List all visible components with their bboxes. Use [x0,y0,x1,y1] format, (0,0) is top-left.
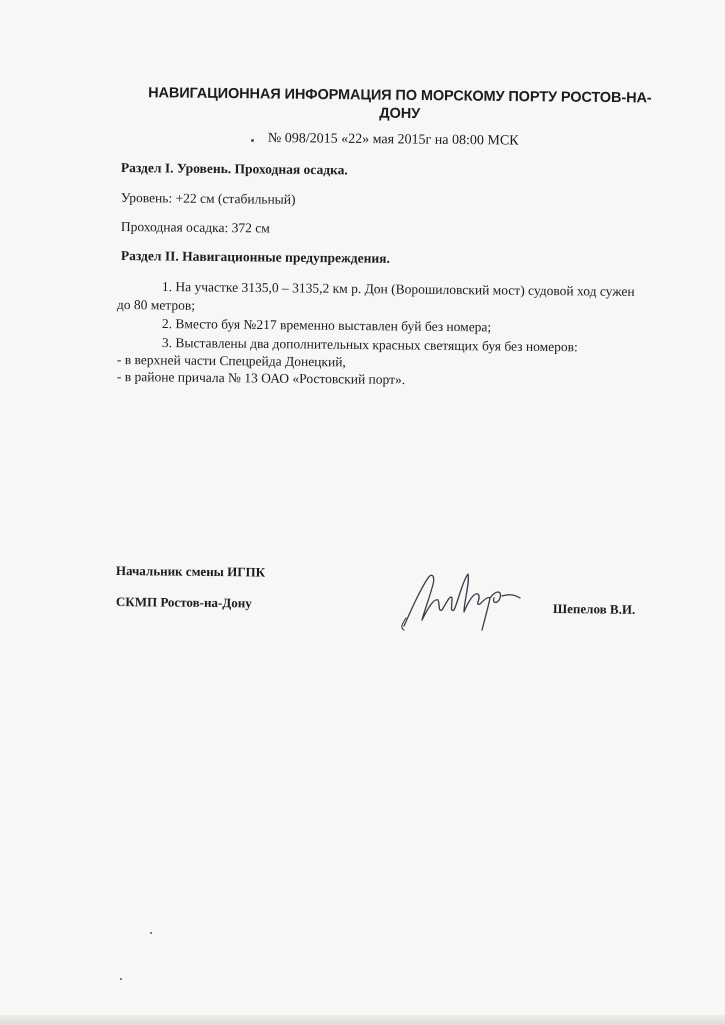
handwritten-signature [398,568,528,634]
scan-speck [150,932,152,934]
section-2-heading: Раздел II. Навигационные предупреждения. [120,248,390,266]
scan-speck [120,978,122,980]
scan-speck [251,139,254,142]
warning-1-line-2: до 80 метров; [116,297,196,313]
document-title: НАВИГАЦИОННАЯ ИНФОРМАЦИЯ ПО МОРСКОМУ ПОРТУ РОСТОВ-НА-ДОНУ [148,85,652,123]
warning-3: 3. Выставлены два дополнительных красных светящих буя без номеров: [161,335,578,355]
warning-1-line-1: 1. На участке 3135,0 – 3135,2 км р. Дон (Ворошиловский мост) судовой ход сужен [161,279,635,299]
signer-position-line-2: СКМП Ростов-на-Дону [115,594,252,611]
scan-edge [0,1015,725,1025]
warning-2: 2. Вместо буя №217 временно выставлен буй без номера; [161,316,492,335]
warning-3-sub-2: - в районе причала № 13 ОАО «Ростовский порт». [116,369,406,388]
issue-number-date: № 098/2015 «22» мая 2015г на 08:00 МСК [267,131,519,149]
passing-draft: Проходная осадка: 372 см [120,219,270,236]
water-level: Уровень: +22 см (стабильный) [120,190,296,207]
signer-position-line-1: Начальник смены ИГПК [115,563,266,580]
warning-3-sub-1: - в верхней части Спецрейда Донецкий, [116,352,346,370]
section-1-heading: Раздел I. Уровень. Проходная осадка. [120,160,348,178]
signer-name: Шепелов В.И. [552,601,636,617]
